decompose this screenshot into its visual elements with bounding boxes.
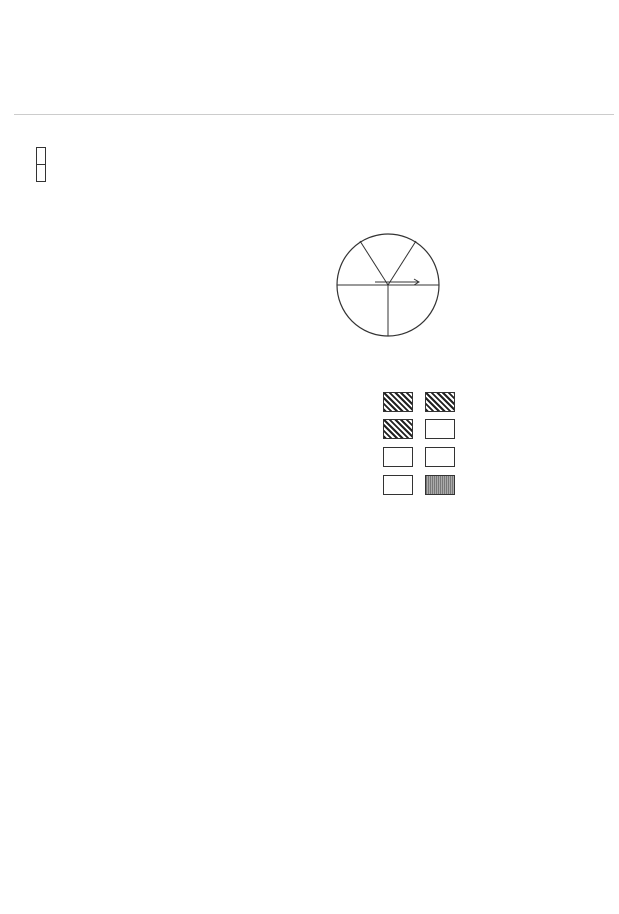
card-white (383, 447, 413, 467)
card-white (425, 419, 455, 439)
card-white (425, 447, 455, 467)
card-striped (383, 419, 413, 439)
code-key-table (36, 147, 46, 182)
code-key-label-top (37, 148, 46, 165)
card-striped (383, 392, 413, 412)
code-key-label-bottom (37, 165, 46, 182)
spinner (335, 232, 441, 338)
card-shaded (425, 475, 455, 495)
card-white (383, 475, 413, 495)
divider (14, 114, 614, 115)
card-striped (425, 392, 455, 412)
